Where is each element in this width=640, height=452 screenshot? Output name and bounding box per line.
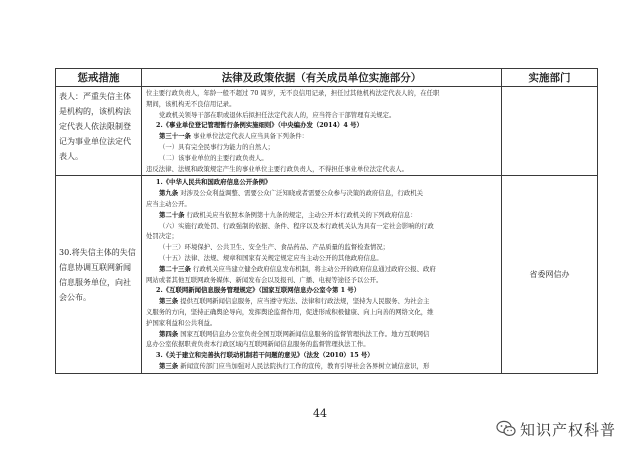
- measure-cell: 表人：严重失信主体是机构的，该机构法定代表人依法限制登记为事业单位法定代表人。: [56, 87, 142, 176]
- page-number: 44: [313, 407, 327, 420]
- basis-line: 第三条 提供互联网新闻信息服务，应当遵守宪法、法律和行政法规，坚持为人民服务、为社会主: [159, 297, 430, 306]
- measures-table: [55, 68, 598, 374]
- basis-heading: 1.《中华人民共和国政府信息公开条例》: [156, 178, 272, 187]
- basis-line: 第二十条 行政机关应当依照本条例第十九条的规定，主动公开本行政机关的下列政府信息：: [159, 210, 417, 219]
- basis-line: 第二十三条 行政机关应当建立健全政府信息发布机制，将主动公开的政府信息通过政府公报、政府: [159, 264, 436, 273]
- basis-line: 应当主动公开。: [146, 199, 191, 208]
- watermark: [496, 418, 616, 440]
- table-row: [56, 87, 598, 176]
- basis-line: 义服务的方向，坚持正确舆论导向，发挥舆论监督作用，促进形成积极健康、向上向善的网络文化，维: [146, 307, 434, 316]
- basis-line: 期间，该机构无不良信用记录。: [146, 99, 236, 108]
- table-row: [56, 176, 598, 373]
- basis-line: （一）具有完全民事行为能力的自然人；: [159, 142, 275, 151]
- basis-line: （十三）环境保护、公共卫生、安全生产、食品药品、产品质量的监督检查情况；: [159, 243, 390, 252]
- dept-cell: [502, 87, 598, 176]
- measure-cell: 30.将失信主体的失信信息协调互联网新闻信息服务单位，向社会公布。: [56, 176, 142, 373]
- basis-cell: [142, 87, 502, 176]
- wechat-icon: [496, 420, 516, 438]
- basis-line: （六）实施行政处罚、行政强制的依据、条件、程序以及本行政机关认为具有一定社会影响的行政: [159, 221, 434, 230]
- basis-line: 息办公室依据职责负责本行政区域内互联网新闻信息服务的监督管理执法工作。: [146, 340, 370, 349]
- basis-heading: 2.《事业单位登记管理暂行条例实施细则》（中央编办发（2014）4 号）: [156, 121, 363, 130]
- basis-line: 党政机关领导干部在职或退休后拟担任法定代表人的，应当符合干部管理有关规定。: [159, 110, 396, 119]
- basis-line: 位主要行政负责人，年龄一般不超过 70 周岁，无不良信用记录，担任过其他机构法定代表人的，在任职: [146, 89, 440, 97]
- table-header-row: [56, 69, 598, 87]
- basis-heading: 3.《关于建立和完善执行联动机制若干问题的意见》（法发（2010）15 号）: [156, 351, 374, 360]
- watermark-text: 知识产权科普: [520, 420, 617, 439]
- basis-line: 第四条 国家互联网信息办公室负责全国互联网新闻信息服务的监督管理执法工作。地方互联网信: [159, 329, 430, 338]
- header-dept: 实施部门: [502, 69, 598, 87]
- basis-cell: [142, 176, 502, 373]
- basis-line: 处罚决定；: [146, 232, 178, 241]
- basis-line: 第三条 新闻宣传部门应当加强对人民法院执行工作的宣传，教育引导社会各界树立诚信意识，形: [159, 361, 430, 370]
- basis-line: 第三十一条 事业单位法定代表人应当具备下列条件：: [159, 132, 309, 141]
- dept-cell: 省委网信办: [502, 176, 598, 373]
- basis-line: 护国家利益和公共利益。: [146, 318, 217, 327]
- basis-heading: 2.《互联网新闻信息服务管理规定》（国家互联网信息办公室令第 1 号）: [156, 286, 361, 295]
- basis-line: （十五）法律、法规、规章和国家有关规定规定应当主动公开的其他政府信息。: [159, 253, 383, 262]
- basis-line: （二）该事业单位的主要行政负责人。: [159, 153, 268, 162]
- basis-line: 违反法律、法规和政策规定产生的事业单位主要行政负责人，不得担任事业单位法定代表人。: [146, 164, 409, 173]
- header-measure: 惩戒措施: [56, 69, 142, 87]
- basis-line: 网站或者其他互联网政务媒体、新闻发布会以及报刊、广播、电视等途径予以公开。: [146, 275, 383, 284]
- basis-line: 第九条 对涉及公众利益调整、需要公众广泛知晓或者需要公众参与决策的政府信息，行政机关: [159, 189, 424, 198]
- header-basis: 法律及政策依据（有关成员单位实施部分）: [142, 69, 502, 87]
